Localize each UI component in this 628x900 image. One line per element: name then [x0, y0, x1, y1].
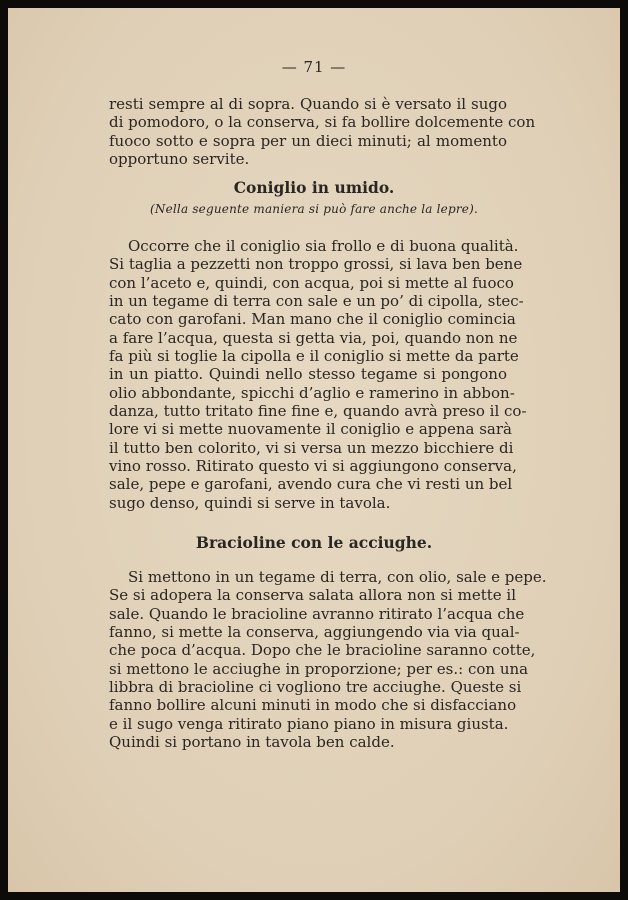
text-line: opportuno servite.	[109, 150, 250, 169]
book-page	[8, 8, 620, 892]
text-line: in un tegame di terra con sale e un po’ di cipolla, stec-	[109, 292, 524, 311]
text-line: il tutto ben colorito, vi si versa un mezzo bicchiere di	[109, 438, 514, 457]
recipe-body-bracioline	[109, 568, 547, 752]
recipe-body-coniglio	[109, 237, 527, 512]
text-line: danza, tutto tritato fine fine e, quando avrà preso il co-	[109, 402, 527, 421]
text-line: fa più si toglie la cipolla e il coniglio si mette da parte	[109, 347, 519, 366]
text-line: fanno bollire alcuni minuti in modo che si disfacciano	[109, 696, 517, 715]
text-line: resti sempre al di sopra. Quando si è versato il sugo	[109, 95, 507, 113]
text-line: fuoco sotto e sopra per un dieci minuti; al momento	[109, 131, 507, 150]
page-number: — 71 —	[281, 58, 347, 76]
recipe-subtitle: (Nella seguente maniera si può fare anche la lepre).	[150, 202, 478, 216]
text-line: in un piatto. Quindi nello stesso tegame si pongono	[109, 365, 507, 384]
text-line: lore vi si mette nuovamente il coniglio e appena sarà	[109, 420, 512, 439]
text-line: libbra di bracioline ci vogliono tre acciughe. Queste si	[109, 678, 522, 697]
recipe-title-coniglio: Coniglio in umido.	[233, 178, 395, 197]
text-line: Quindi si portano in tavola ben calde.	[109, 733, 395, 752]
text-line: sale, pepe e garofani, avendo cura che vi resti un bel	[109, 475, 513, 494]
text-line: con l’aceto e, quindi, con acqua, poi si mette al fuoco	[109, 273, 514, 292]
intro-paragraph	[109, 95, 536, 169]
text-line: si mettono le acciughe in proporzione; per es.: con una	[109, 659, 529, 678]
text-line: e il sugo venga ritirato piano piano in misura giusta.	[109, 714, 509, 733]
text-line: sale. Quando le bracioline avranno ritirato l’acqua che	[109, 604, 525, 623]
text-line: olio abbondante, spicchi d’aglio e ramerino in abbon-	[109, 383, 515, 402]
text-line: a fare l’acqua, questa si getta via, poi, quando non ne	[109, 328, 518, 347]
text-line: di pomodoro, o la conserva, si fa bollire dolcemente con	[109, 113, 536, 132]
text-line: Se si adopera la conserva salata allora non si mette il	[109, 586, 516, 605]
text-line: Si mettono in un tegame di terra, con olio, sale e pepe.	[128, 568, 547, 586]
text-line: cato con garofani. Man mano che il coniglio comincia	[109, 310, 516, 329]
text-line: vino rosso. Ritirato questo vi si aggiungono conserva,	[109, 457, 517, 476]
text-line: Si taglia a pezzetti non troppo grossi, si lava ben bene	[109, 255, 523, 274]
text-line: Occorre che il coniglio sia frollo e di buona qualità.	[128, 237, 519, 255]
text-line: che poca d’acqua. Dopo che le bracioline saranno cotte,	[109, 641, 536, 660]
recipe-title-bracioline: Bracioline con le acciughe.	[195, 533, 433, 552]
text-line: fanno, si mette la conserva, aggiungendo via via qual-	[109, 623, 520, 642]
text-line: sugo denso, quindi si serve in tavola.	[109, 493, 391, 512]
